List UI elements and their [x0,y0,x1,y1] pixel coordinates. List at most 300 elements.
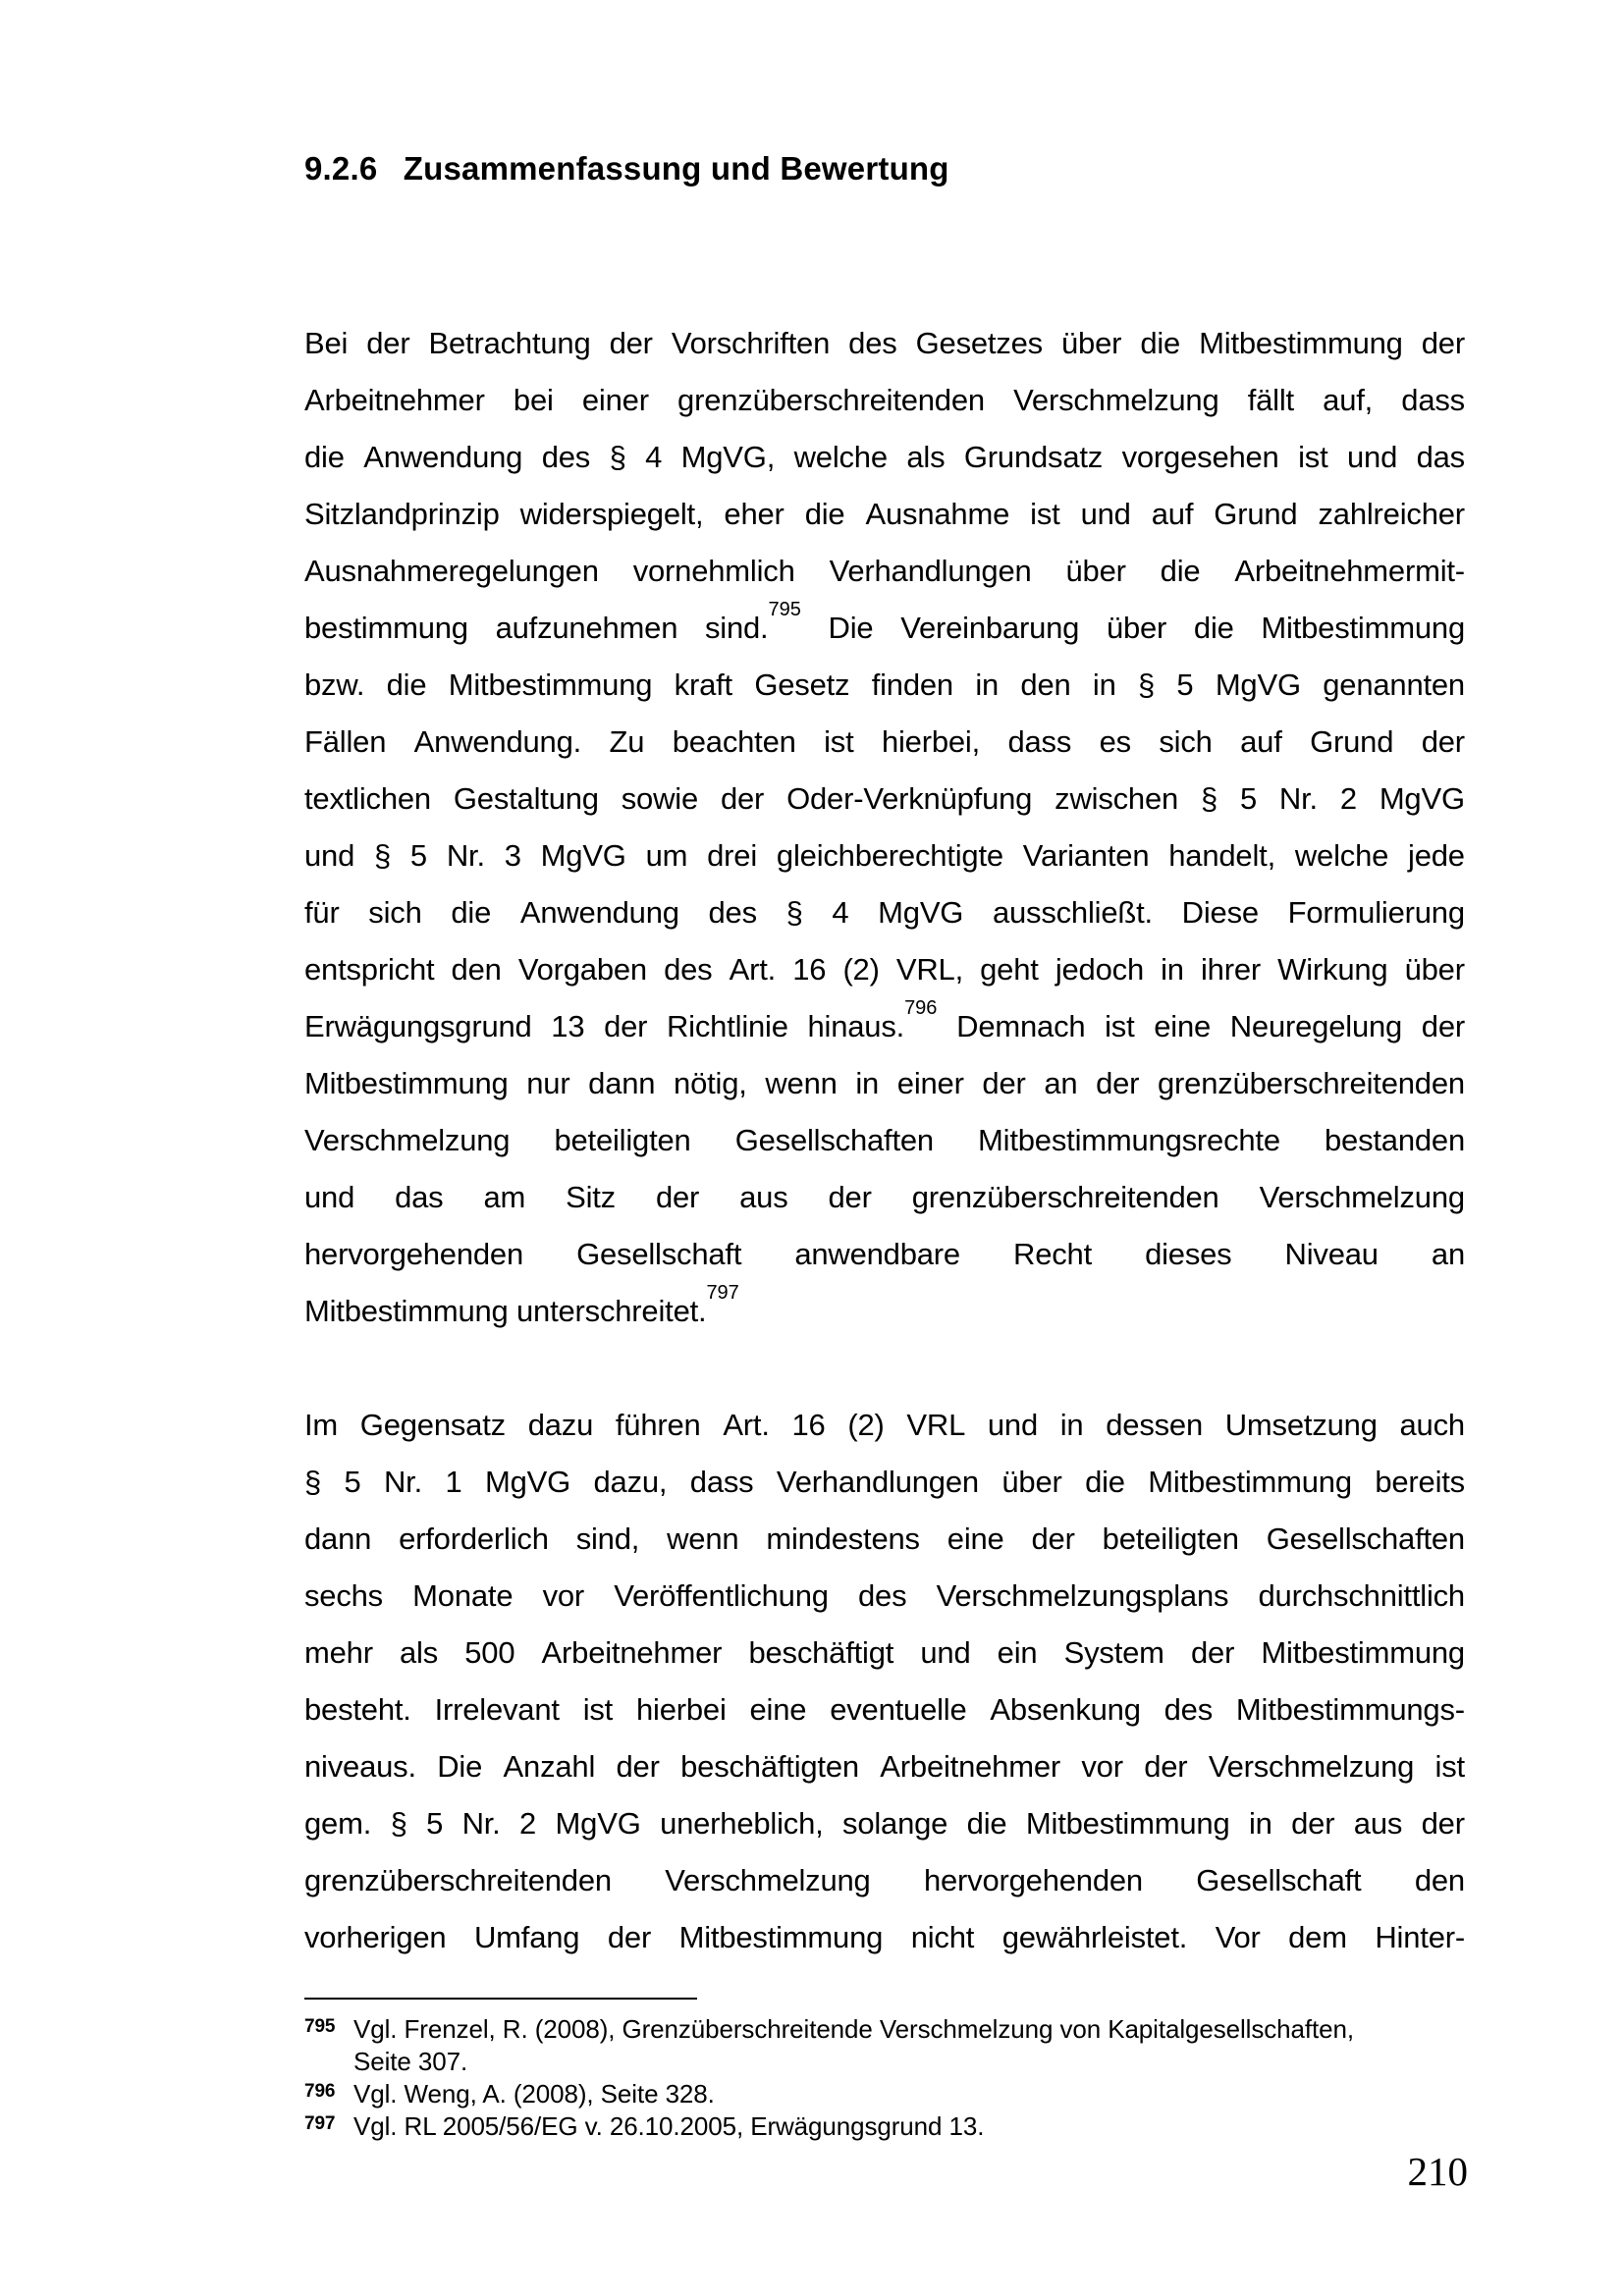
word: vor [542,1578,585,1613]
word: Verschmelzung [1208,1749,1415,1784]
word: dazu, [593,1465,668,1499]
word: Anzahl [503,1749,596,1784]
word: Gesellschaften [734,1123,934,1157]
word: der [604,1009,648,1043]
word: die [386,667,427,702]
word: Die [828,611,874,645]
word: genannten [1323,667,1465,702]
word: MgVG, [680,440,776,474]
word: die [1085,1465,1125,1499]
word: Oder-Verknüpfung [786,781,1033,816]
word: Nr. [384,1465,423,1499]
word: Nr. [1278,781,1318,816]
word: MgVG [1215,667,1301,702]
word: um [645,838,688,873]
word: VRL, [895,952,963,987]
word: welche [1294,838,1389,873]
word: der [1096,1066,1140,1100]
word: am [483,1180,526,1214]
word: der [609,326,653,360]
text-column [304,0,1465,2143]
word: die [804,497,845,531]
word: anwendbare [794,1237,960,1271]
word: Grund [1310,724,1394,759]
word: Zu [609,724,645,759]
word: 13 [551,1009,585,1043]
word: 4 [832,895,849,930]
word: niveaus. [304,1749,416,1784]
word: ist [582,1692,614,1727]
word: die [1140,326,1181,360]
word: der [366,326,410,360]
word: Verschmelzungsplans [936,1578,1229,1613]
word: dieses [1145,1237,1232,1271]
text-line [304,1454,1465,1511]
footnote-reference: 796 [904,996,938,1019]
word: und [1080,497,1131,531]
word: eher [724,497,784,531]
word: Arbeitnehmermit- [1234,554,1465,588]
word: wenn [667,1522,739,1556]
text-line [304,486,1465,543]
word: System [1063,1635,1164,1670]
word: der [1421,326,1465,360]
word: Vereinbarung [900,611,1080,645]
word: Gesetzes [915,326,1043,360]
word: Diese [1181,895,1259,930]
word: hierbei [635,1692,727,1727]
word: Varianten [1022,838,1150,873]
word: bestimmung [304,611,468,645]
word: des [664,952,713,987]
word: Mitbestimmung [1148,1465,1352,1499]
word: der [655,1180,700,1214]
word: sind.$^{795}$ [704,598,801,645]
footnote-number: 795 [304,2016,336,2037]
word: 1 [445,1465,462,1499]
word: Mitbestimmung [304,1066,509,1100]
footnote-795 [304,2013,1465,2078]
footnote-separator-rule [304,1998,697,2000]
word: in [975,667,1000,702]
word: Anwendung [519,895,679,930]
word: Mitbestimmungsrechte [978,1123,1280,1157]
word: dessen [1106,1408,1203,1442]
word: hervorgehenden [304,1237,523,1271]
text-line [304,1055,1465,1112]
word: 5 [1239,781,1257,816]
word: MgVG [540,838,626,873]
section-heading [304,149,1465,188]
word: besteht. [304,1692,411,1727]
word: als [906,440,946,474]
word: ist [1105,1009,1135,1043]
word: § [304,1465,322,1499]
word: über [1404,952,1465,987]
word: der [1421,724,1465,759]
word: hinaus.$^{796}$ [807,996,938,1043]
text-line [304,1795,1465,1852]
word: der [982,1066,1026,1100]
footnote-text-line: Vgl. Frenzel, R. (2008), Grenzüberschreitende Verschmelzung von Kapitalgesellschaften, [353,2014,1354,2044]
word: ist [1030,497,1060,531]
word: Verhandlungen [776,1465,979,1499]
word: den [1020,667,1071,702]
text-line [304,600,1465,657]
word: das [1416,440,1465,474]
text-line [304,1738,1465,1795]
word: Verschmelzung [1259,1180,1465,1214]
word: der [1291,1806,1335,1841]
text-line [304,1568,1465,1625]
word: Veröffentlichung [614,1578,829,1613]
word: Recht [1013,1237,1092,1271]
footnote-reference: 795 [768,598,801,620]
word: über [1001,1465,1062,1499]
word: Demnach [956,1009,1086,1043]
word: vorherigen [304,1920,447,1954]
word: vor [1081,1749,1123,1784]
word: 16 [792,952,827,987]
word: drei [707,838,758,873]
paragraph [304,315,1465,1340]
word: Monate [412,1578,514,1613]
word: in [1059,1408,1084,1442]
word: sind, [575,1522,640,1556]
word: nicht [910,1920,975,1954]
word: Die [437,1749,483,1784]
word: MgVG [878,895,964,930]
word: Formulierung [1287,895,1465,930]
page-number: 210 [1407,2149,1468,2194]
word: sich [368,895,422,930]
word: Umsetzung [1224,1408,1378,1442]
word: welche [793,440,888,474]
word: Vor [1215,1920,1261,1954]
footnote-text-line: Vgl. RL 2005/56/EG v. 26.10.2005, Erwägungsgrund 13. [353,2111,985,2141]
word: Sitzlandprinzip [304,497,500,531]
word: ist [824,724,854,759]
word: und [1346,440,1398,474]
paragraph [304,1397,1465,1966]
word: zwischen [1055,781,1179,816]
word: Grund [1214,497,1298,531]
word: handelt, [1168,838,1275,873]
word: § [609,440,626,474]
word: über [1106,611,1167,645]
word: widerspiegelt, [519,497,704,531]
text-line [304,1283,1465,1340]
word: Betrachtung [428,326,591,360]
text-line [304,1511,1465,1568]
word: eventuelle [830,1692,967,1727]
word: unterschreitet.$^{797}$ [516,1281,739,1328]
word: jede [1408,838,1465,873]
word: auf, [1323,383,1374,417]
footnote-reference: 797 [706,1281,739,1304]
word: (2) [842,952,880,987]
word: grenzüberschreitenden [677,383,985,417]
word: Mitbestimmung [678,1920,884,1954]
word: Hinter- [1375,1920,1465,1954]
word: Sitz [566,1180,616,1214]
word: finden [871,667,953,702]
word: ihrer [1201,952,1262,987]
word: der [1421,1806,1465,1841]
word: beschäftigten [680,1749,859,1784]
word: den [451,952,502,987]
word: die [304,440,345,474]
word: Mitbestimmung [1025,1806,1230,1841]
word: geht [980,952,1039,987]
word: dass [1401,383,1465,417]
word: MgVG [484,1465,571,1499]
word: in [855,1066,880,1100]
word: die [1160,554,1201,588]
word: die [1193,611,1234,645]
word: durchschnittlich [1258,1578,1465,1613]
word: des [848,326,897,360]
word: der [1144,1749,1188,1784]
word: 5 [426,1806,444,1841]
word: Mitbestimmungs- [1235,1692,1465,1727]
word: Vorschriften [671,326,831,360]
word: kraft [674,667,732,702]
word: wenn [765,1066,838,1100]
word: erforderlich [399,1522,549,1556]
word: der [720,781,765,816]
word: Anwendung [363,440,523,474]
word: MgVG [555,1806,641,1841]
word: Mitbestimmung [448,667,653,702]
word: Gesellschaft [1196,1863,1362,1897]
word: und [920,1635,971,1670]
word: die [966,1806,1007,1841]
word: § [1138,667,1156,702]
word: der [828,1180,872,1214]
body-text [304,315,1465,1966]
word: des [857,1578,907,1613]
word: bei [513,383,554,417]
text-line [304,941,1465,998]
word: dem [1288,1920,1347,1954]
word: gewährleistet. [1001,1920,1188,1954]
text-line [304,1625,1465,1682]
word: des [1163,1692,1214,1727]
word: für [304,895,340,930]
word: in [1248,1806,1272,1841]
word: Grundsatz [963,440,1104,474]
word: als [400,1635,439,1670]
word: dass [1007,724,1072,759]
word: es [1099,724,1131,759]
word: der [1190,1635,1235,1670]
footnotes [304,2013,1465,2143]
word: Gesellschaften [1266,1522,1465,1556]
text-line [304,771,1465,828]
word: § [1200,781,1218,816]
word: einer [896,1066,964,1100]
word: sechs [304,1578,383,1613]
footnote-number: 797 [304,2113,336,2134]
word: Gegensatz [359,1408,506,1442]
word: der [1031,1522,1075,1556]
word: Gestaltung [453,781,599,816]
word: 4 [645,440,663,474]
word: sich [1159,724,1213,759]
word: das [395,1180,444,1214]
word: § [374,838,392,873]
word: der [1421,1009,1465,1043]
word: führen [615,1408,701,1442]
word: dann [304,1522,372,1556]
word: Mitbestimmung [1199,326,1403,360]
text-line [304,429,1465,486]
word: 2 [519,1806,537,1841]
word: Nr. [446,838,485,873]
word: aus [739,1180,788,1214]
text-line [304,657,1465,714]
word: gem. [304,1806,372,1841]
word: dann [588,1066,656,1100]
word: 3 [504,838,521,873]
word: auch [1399,1408,1465,1442]
word: bestanden [1324,1123,1465,1157]
word: mindestens [766,1522,920,1556]
text-line [304,1682,1465,1738]
word: VRL [906,1408,966,1442]
word: grenzüberschreitenden [911,1180,1219,1214]
word: der [616,1749,660,1784]
word: Umfang [474,1920,580,1954]
word: entspricht [304,952,435,987]
word: zahlreicher [1318,497,1465,531]
text-line [304,1397,1465,1454]
word: Im [304,1408,339,1442]
word: dazu [527,1408,594,1442]
word: an [1044,1066,1078,1100]
word: nur [526,1066,570,1100]
word: vornehmlich [632,554,795,588]
word: und [304,838,355,873]
word: Vorgaben [517,952,647,987]
text-line [304,1169,1465,1226]
word: der [607,1920,652,1954]
word: Ausnahme [865,497,1010,531]
word: Arbeitnehmer [541,1635,723,1670]
word: Anwendung. [413,724,582,759]
word: 2 [1339,781,1357,816]
word: mehr [304,1635,373,1670]
word: fällt [1247,383,1294,417]
word: die [451,895,492,930]
word: 16 [791,1408,826,1442]
word: Richtlinie [667,1009,788,1043]
word: 500 [464,1635,515,1670]
word: Arbeitnehmer [880,1749,1060,1784]
word: sowie [621,781,699,816]
word: solange [842,1806,948,1841]
word: Art. [723,1408,770,1442]
word: 5 [409,838,427,873]
word: MgVG [1379,781,1465,816]
word: nötig, [674,1066,747,1100]
word: (2) [847,1408,885,1442]
text-line [304,828,1465,884]
footnote-796 [304,2078,1465,2110]
word: Verschmelzung [1013,383,1219,417]
word: Mitbestimmung [1261,1635,1465,1670]
text-line [304,884,1465,941]
footnote-text-line: Seite 307. [353,2047,468,2076]
word: grenzüberschreitenden [304,1863,612,1897]
word: Niveau [1284,1237,1379,1271]
word: hierbei, [881,724,981,759]
text-line [304,1112,1465,1169]
word: Fällen [304,724,387,759]
word: des [541,440,591,474]
word: Bei [304,326,349,360]
word: Wirkung [1277,952,1388,987]
word: bereits [1375,1465,1465,1499]
word: auf [1240,724,1282,759]
word: hervorgehenden [923,1863,1143,1897]
text-line [304,543,1465,600]
word: beschäftigt [748,1635,894,1670]
word: den [1414,1863,1465,1897]
footnote-text-line: Vgl. Weng, A. (2008), Seite 328. [353,2079,715,2109]
word: und [987,1408,1038,1442]
word: Absenkung [990,1692,1141,1727]
word: des [708,895,757,930]
text-line [304,372,1465,429]
word: aus [1353,1806,1403,1841]
word: in [1092,667,1116,702]
word: beteiligten [1102,1522,1239,1556]
word: Mitbestimmung [1261,611,1465,645]
word: ist [1298,440,1328,474]
word: Erwägungsgrund [304,1009,532,1043]
word: Verschmelzung [665,1863,871,1897]
word: Nr. [461,1806,501,1841]
word: beachten [672,724,796,759]
footnote-number: 796 [304,2081,336,2102]
word: Art. [729,952,777,987]
word: ausschließt. [992,895,1153,930]
word: einer [581,383,649,417]
word: § [390,1806,407,1841]
word: und [304,1180,355,1214]
text-line [304,315,1465,372]
word: Irrelevant [434,1692,560,1727]
word: aufzunehmen [495,611,678,645]
word: Mitbestimmung [304,1294,509,1328]
text-line [304,998,1465,1055]
word: textlichen [304,781,431,816]
text-line [304,1852,1465,1909]
word: Verhandlungen [829,554,1032,588]
word: unerheblich, [660,1806,824,1841]
word: Ausnahmeregelungen [304,554,599,588]
word: eine [749,1692,807,1727]
word: beteiligten [554,1123,691,1157]
word: grenzüberschreitenden [1158,1066,1465,1100]
word: 5 [344,1465,361,1499]
word: Neuregelung [1229,1009,1403,1043]
footnote-797 [304,2110,1465,2143]
word: auf [1151,497,1194,531]
word: Gesellschaft [576,1237,742,1271]
